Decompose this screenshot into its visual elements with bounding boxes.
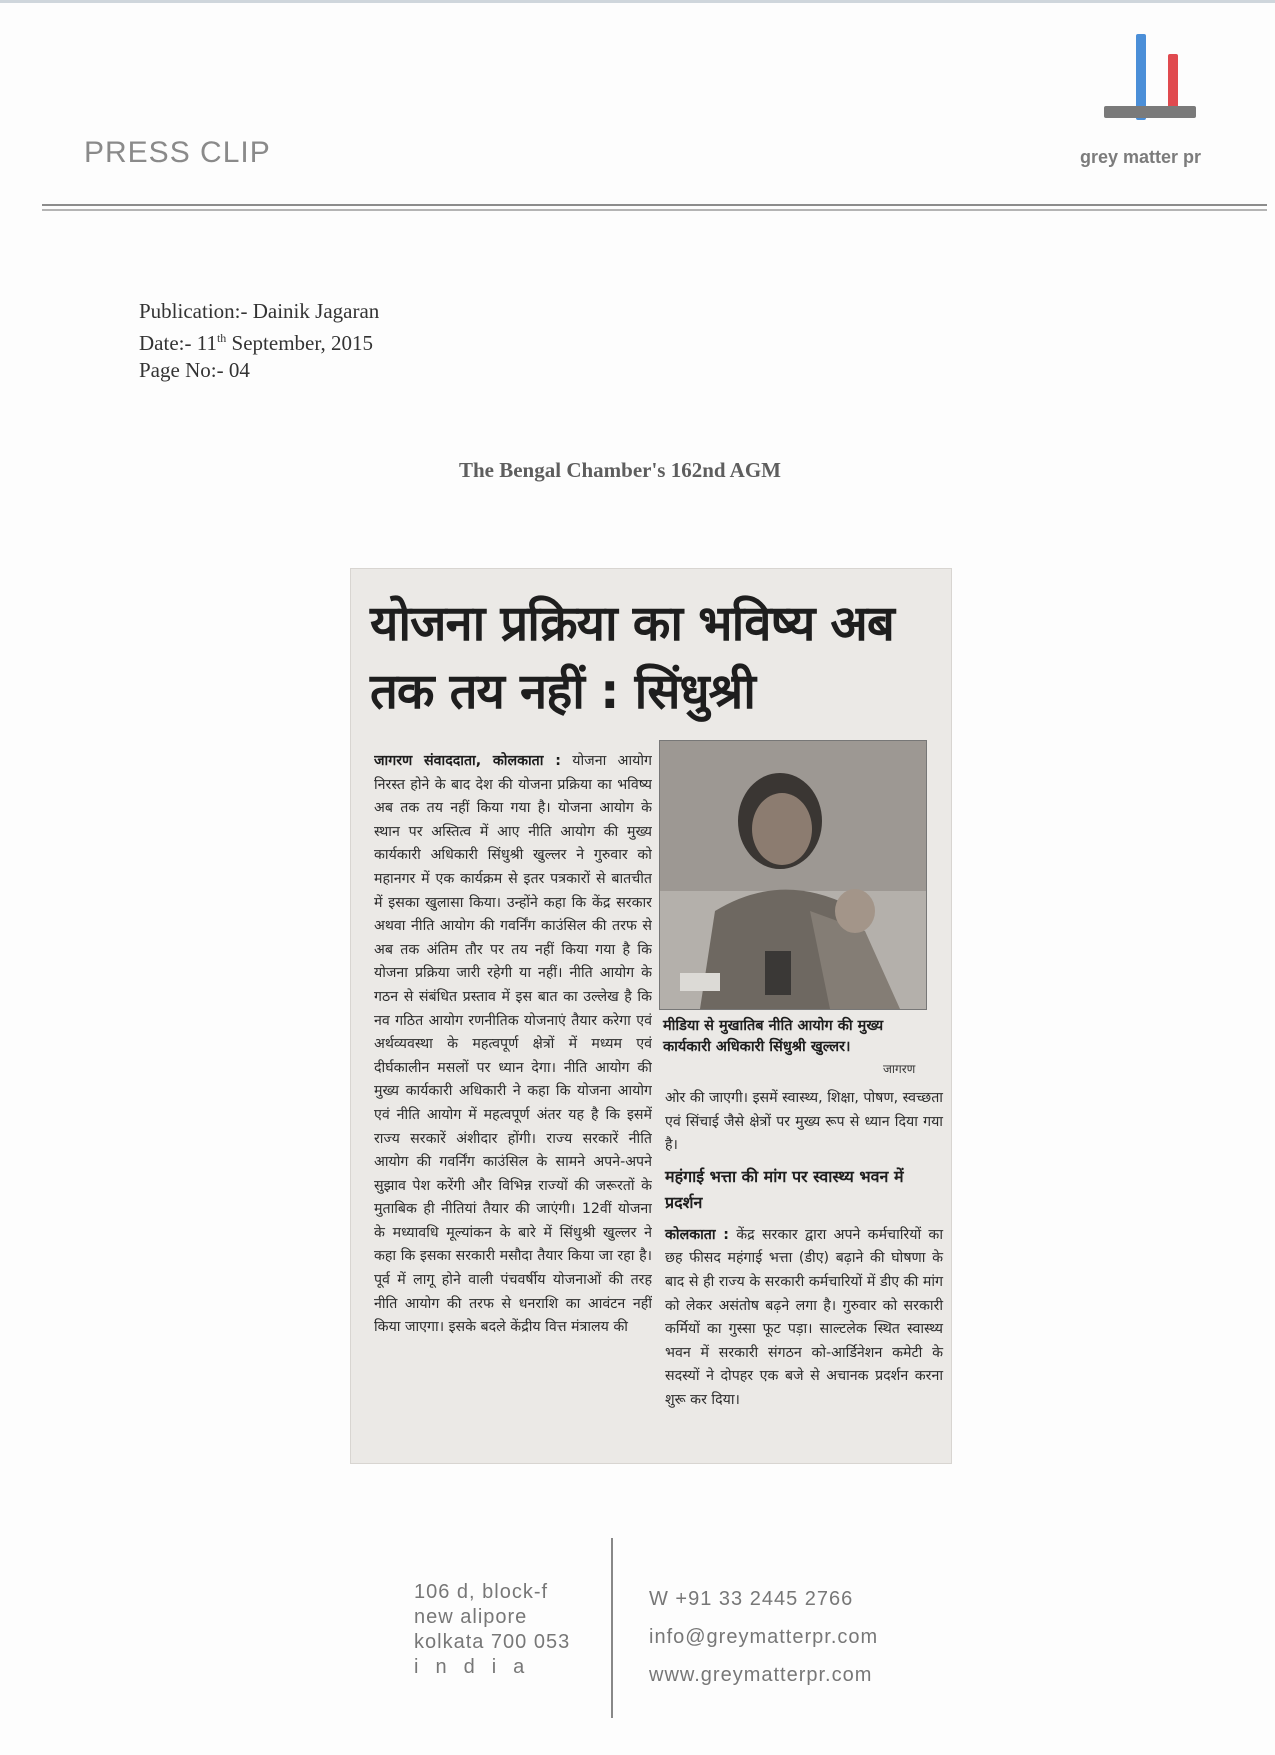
brand-name: grey matter pr [1080,147,1202,167]
logo-grey-bar [1104,106,1196,118]
article-photo [659,740,927,1010]
address-line: 106 d, block-f [414,1581,549,1603]
press-clip-label: PRESS CLIP [84,136,271,169]
publication-date: Date:- 11th September, 2015 [139,331,374,355]
footer-address [414,1580,570,1680]
footer-website[interactable]: www.greymatterpr.com [649,1664,873,1686]
top-edge [0,0,1275,3]
header-divider-secondary [42,209,1267,211]
dateline: जागरण संवाददाता, कोलकाता : [374,753,561,769]
publication-name: Publication:- Dainik Jagaran [139,299,380,323]
article-body-left: योजना आयोग निरस्त होने के बाद देश की योजना प्रक्रिया का भविष्य अब तक तय नहीं किया गया है। योजना आयोग के स्थान पर अस्तित्व में आए नीति आयोग की मुख्य कार्यकारी अधिकारी सिंधुश्री खुल्लर ने गुरुवार को महानगर में एक कार्यक्रम से इतर पत्रकारों से बातचीत में इसका खुलासा किया। उन्होंने कहा कि केंद्र सरकार अथवा नीति आयोग की गवर्निंग काउंसिल की तरफ से अब तक अंतिम तौर पर तय नहीं किया गया है कि योजना प्रक्रिया जारी रहेगी या नहीं। नीति आयोग के गठन से संबंधित प्रस्ताव में इस बात का उल्लेख है कि नव गठित आयोग रणनीतिक योजनाएं तैयार करेगा एवं अर्थव्यवस्था के महत्वपूर्ण क्षेत्रों में मध्यम एवं दीर्घकालीन मसलों पर ध्यान देगा। नीति आयोग की मुख्य कार्यकारी अधिकारी ने कहा कि योजना आयोग एवं नीति आयोग में महत्वपूर्ण अंतर यह है कि इसमें राज्य सरकारें अंशीदार होंगी। राज्य सरकारें नीति आयोग की गवर्निंग काउंसिल के सामने अपने-अपने सुझाव पेश करेंगी और विभिन्न राज्यों की जरूरतों के मुताबिक ही नीतियां तैयार की जाएंगी। 12वीं योजना के मध्यावधि मूल्यांकन के बारे में सिंधुश्री खुल्लर ने कहा कि इसका सरकारी मसौदा तैयार किया जा रहा है। पूर्व में लागू होने वाली पंचवर्षीय योजनाओं की तरह नीति आयोग की तरफ से धनराशि का आवंटन नहीं किया जाएगा। इसके बदले केंद्रीय वित्त मंत्रालय की [374,753,652,1336]
sub-article-dateline: कोलकाता : [665,1226,729,1243]
sub-article-heading: महंगाई भत्ता की मांग पर स्वास्थ्य भवन में प्रदर्शन [665,1166,904,1212]
footer-phone: W +91 33 2445 2766 [649,1588,854,1610]
footer-divider [611,1538,613,1718]
footer-contact [649,1580,878,1694]
article-continuation: ओर की जाएगी। इसमें स्वास्थ्य, शिक्षा, पोषण, स्वच्छता एवं सिंचाई जैसे क्षेत्रों पर मुख्य रूप से ध्यान दिया गया है। [665,1090,943,1154]
logo-red-bar [1168,54,1178,108]
publication-meta [139,298,379,384]
sub-article-body [665,1224,943,1413]
clipping-title: योजना प्रक्रिया का भविष्य अब तक तय नहीं : सिंधुश्री [370,595,894,720]
page-number: Page No:- 04 [139,358,250,382]
article-column-left [374,750,652,1450]
address-line: new alipore [414,1606,528,1628]
footer-email[interactable]: info@greymatterpr.com [649,1626,879,1648]
event-headline: The Bengal Chamber's 162nd AGM [458,458,782,482]
brand-logo-icon [1100,32,1200,142]
address-line: kolkata 700 053 [414,1631,571,1653]
photo-caption: मीडिया से मुखातिब नीति आयोग की मुख्य कार्यकारी अधिकारी सिंधुश्री खुल्लर। [663,1018,884,1055]
header-divider [42,204,1267,206]
article-column-right [665,1087,943,1413]
sub-article-text: केंद्र सरकार द्वारा अपने कर्मचारियों का छह फीसद महंगाई भत्ता (डीए) बढ़ाने की घोषणा के बाद से ही राज्य के सरकारी कर्मचारियों में डीए की मांग को लेकर असंतोष बढ़ने लगा है। गुरुवार को सरकारी कर्मियों का गुस्सा फूट पड़ा। साल्टलेक स्थित स्वास्थ्य भवन में सरकारी संगठन को-आर्डिनेशन कमेटी के सदस्यों ने दोपहर एक बजे से अचानक प्रदर्शन करना शुरू कर दिया। [665,1226,943,1408]
address-country: india [414,1656,542,1678]
newspaper-clipping [350,568,952,1464]
photo-credit: जागरण [883,1062,916,1076]
